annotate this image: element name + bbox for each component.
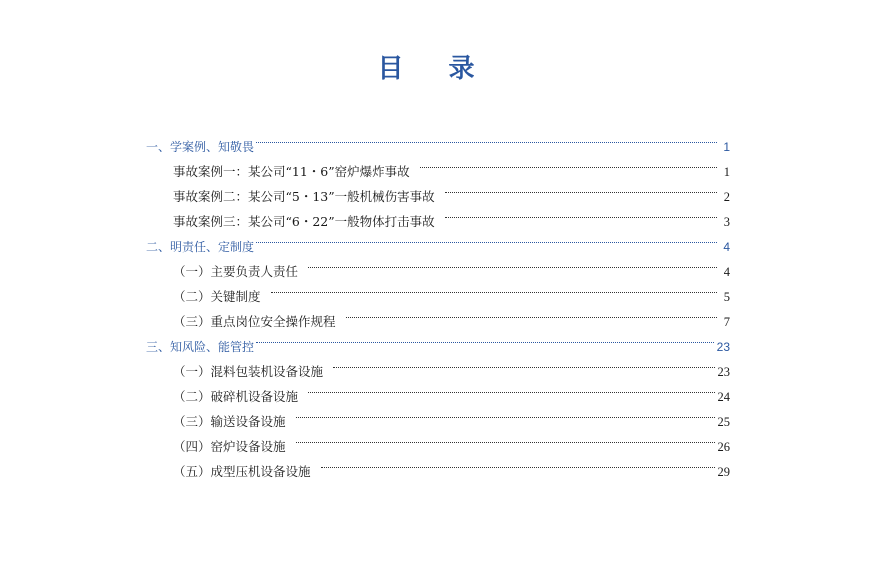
toc-entry-label: （一）主要负责人责任 [173,264,299,279]
toc-leader-dots [256,326,714,351]
toc-page-number: 7 [723,315,730,329]
toc-entry-label: 三、知风险、能管控 [146,340,255,354]
toc-page-number: 2 [723,190,730,204]
toc-leader-dots [256,126,717,151]
toc-leader-dots [256,226,717,251]
toc-page-number: 25 [717,415,730,429]
toc-leader-dots [308,251,717,276]
toc-page-number: 4 [723,265,730,279]
toc-leader-dots [445,201,717,226]
toc-leader-dots [445,176,717,201]
toc-section[interactable] [146,126,730,154]
toc-leader-dots [333,351,714,376]
toc-entry-label: 事故案例一：某公司“11・6”窑炉爆炸事故 [173,164,410,179]
toc-entry-label: （五）成型压机设备设施 [173,464,311,479]
toc-page-number: 24 [717,390,730,404]
toc-leader-dots [321,451,715,476]
toc-leader-dots [420,151,717,176]
toc-leader-dots [308,376,714,401]
toc-entry-label: （一）混料包装机设备设施 [173,364,324,379]
toc-leader-dots [296,426,715,451]
toc-entry-label: （四）窑炉设备设施 [173,439,286,454]
toc-entry-label: 事故案例三：某公司“6・22”一般物体打击事故 [173,214,435,229]
toc-page-number: 1 [723,165,730,179]
toc-page-number: 29 [717,465,730,479]
toc-page-number: 23 [716,340,730,354]
toc-entry-label: （二）关键制度 [173,289,261,304]
toc-entry-label: 事故案例二：某公司“5・13”一般机械伤害事故 [173,189,435,204]
toc-entry-label: 二、明责任、定制度 [146,240,255,254]
toc-page-number: 4 [723,240,730,254]
toc-leader-dots [296,401,715,426]
toc-entry-label: （三）重点岗位安全操作规程 [173,314,336,329]
toc-leader-dots [271,276,717,301]
toc-entry-label: 一、学案例、知敬畏 [146,140,255,154]
toc-page-number: 5 [723,290,730,304]
toc-page-number: 23 [717,365,730,379]
table-of-contents [146,126,730,479]
toc-entry-label: （二）破碎机设备设施 [173,389,299,404]
toc-page-number: 26 [717,440,730,454]
toc-leader-dots [346,301,717,326]
toc-page-number: 1 [723,140,730,154]
page-title: 目 录 [377,54,493,84]
toc-entry-label: （三）输送设备设施 [173,414,286,429]
toc-page-number: 3 [723,215,730,229]
